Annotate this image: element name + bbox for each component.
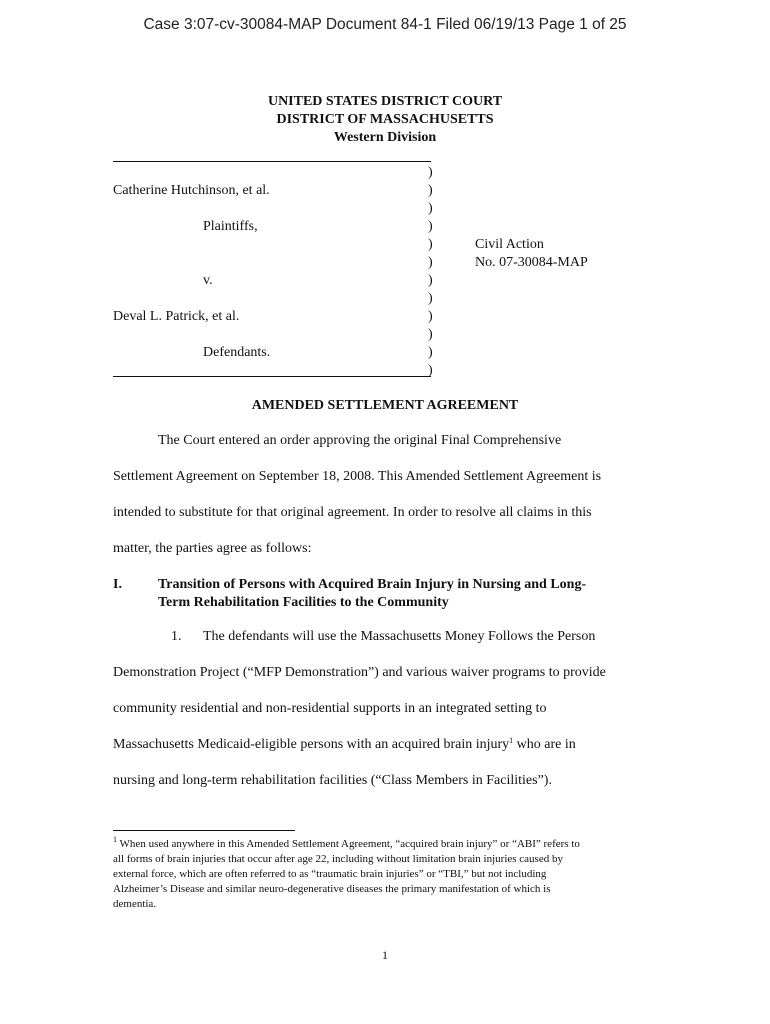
filing-header: Case 3:07-cv-30084-MAP Document 84-1 Filed 06/19/13 Page 1 of 25 xyxy=(143,16,627,33)
caption-paren: ) xyxy=(428,309,433,324)
paragraph-line: community residential and non-residential supports in an integrated setting to xyxy=(113,701,547,716)
footnote-line xyxy=(113,835,580,850)
paragraph-line xyxy=(113,737,576,753)
intro-line: The Court entered an order approving the original Final Comprehensive xyxy=(158,433,562,448)
document-title: AMENDED SETTLEMENT AGREEMENT xyxy=(251,398,519,413)
footnote-reference[interactable]: 1 xyxy=(509,736,514,745)
court-name: UNITED STATES DISTRICT COURT xyxy=(267,94,503,109)
versus: v. xyxy=(203,273,213,288)
plaintiff-name: Catherine Hutchinson, et al. xyxy=(113,183,270,198)
caption-paren: ) xyxy=(428,183,433,198)
section-heading: Transition of Persons with Acquired Brain Injury in Nursing and Long- xyxy=(158,577,587,592)
paragraph-line: The defendants will use the Massachusetts Money Follows the Person xyxy=(203,629,596,644)
footnote-line: dementia. xyxy=(113,898,157,910)
caption-bottom-rule xyxy=(113,376,431,377)
footnote-marker: 1 xyxy=(113,835,117,844)
caption-paren: ) xyxy=(428,273,433,288)
caption-paren: ) xyxy=(428,363,433,378)
footnote-line: Alzheimer’s Disease and similar neuro-degenerative diseases the primary manifestation of which is xyxy=(113,883,551,895)
footnote-text: When used anywhere in this Amended Settlement Agreement, “acquired brain injury” or “ABI” refers to xyxy=(117,838,580,850)
caption-paren: ) xyxy=(428,255,433,270)
paragraph-text: Massachusetts Medicaid-eligible persons with an acquired brain injury xyxy=(113,737,510,752)
page-number: 1 xyxy=(382,948,388,962)
defendant-role: Defendants. xyxy=(203,345,271,360)
section-heading: Term Rehabilitation Facilities to the Community xyxy=(158,595,449,610)
paragraph-line: Demonstration Project (“MFP Demonstration”) and various waiver programs to provide xyxy=(113,665,606,680)
footnote-separator xyxy=(113,830,295,831)
intro-line: matter, the parties agree as follows: xyxy=(113,541,312,556)
plaintiff-role: Plaintiffs, xyxy=(203,219,258,234)
intro-line: intended to substitute for that original agreement. In order to resolve all claims in this xyxy=(113,505,592,520)
caption-paren: ) xyxy=(428,327,433,342)
caption-paren: ) xyxy=(428,345,433,360)
caption-paren: ) xyxy=(428,201,433,216)
caption-paren: ) xyxy=(428,291,433,306)
footnote-line: all forms of brain injuries that occur after age 22, including without limitation brain injuries caused by xyxy=(113,853,563,865)
caption-top-rule xyxy=(113,161,431,162)
court-division: Western Division xyxy=(333,130,437,145)
intro-line: Settlement Agreement on September 18, 2008. This Amended Settlement Agreement is xyxy=(113,469,602,484)
paragraph-number: 1. xyxy=(171,629,182,644)
case-type: Civil Action xyxy=(475,237,544,252)
paragraph-line: nursing and long-term rehabilitation facilities (“Class Members in Facilities”). xyxy=(113,773,552,788)
caption-paren: ) xyxy=(428,165,433,180)
paragraph-text: who are in xyxy=(513,737,576,752)
caption-paren: ) xyxy=(428,237,433,252)
case-number: No. 07-30084-MAP xyxy=(475,255,588,270)
court-district: DISTRICT OF MASSACHUSETTS xyxy=(276,112,494,127)
section-number: I. xyxy=(113,577,122,592)
footnote-line: external force, which are often referred to as “traumatic brain injuries” or “TBI,” but not including xyxy=(113,868,547,880)
caption-paren: ) xyxy=(428,219,433,234)
defendant-name: Deval L. Patrick, et al. xyxy=(113,309,240,324)
